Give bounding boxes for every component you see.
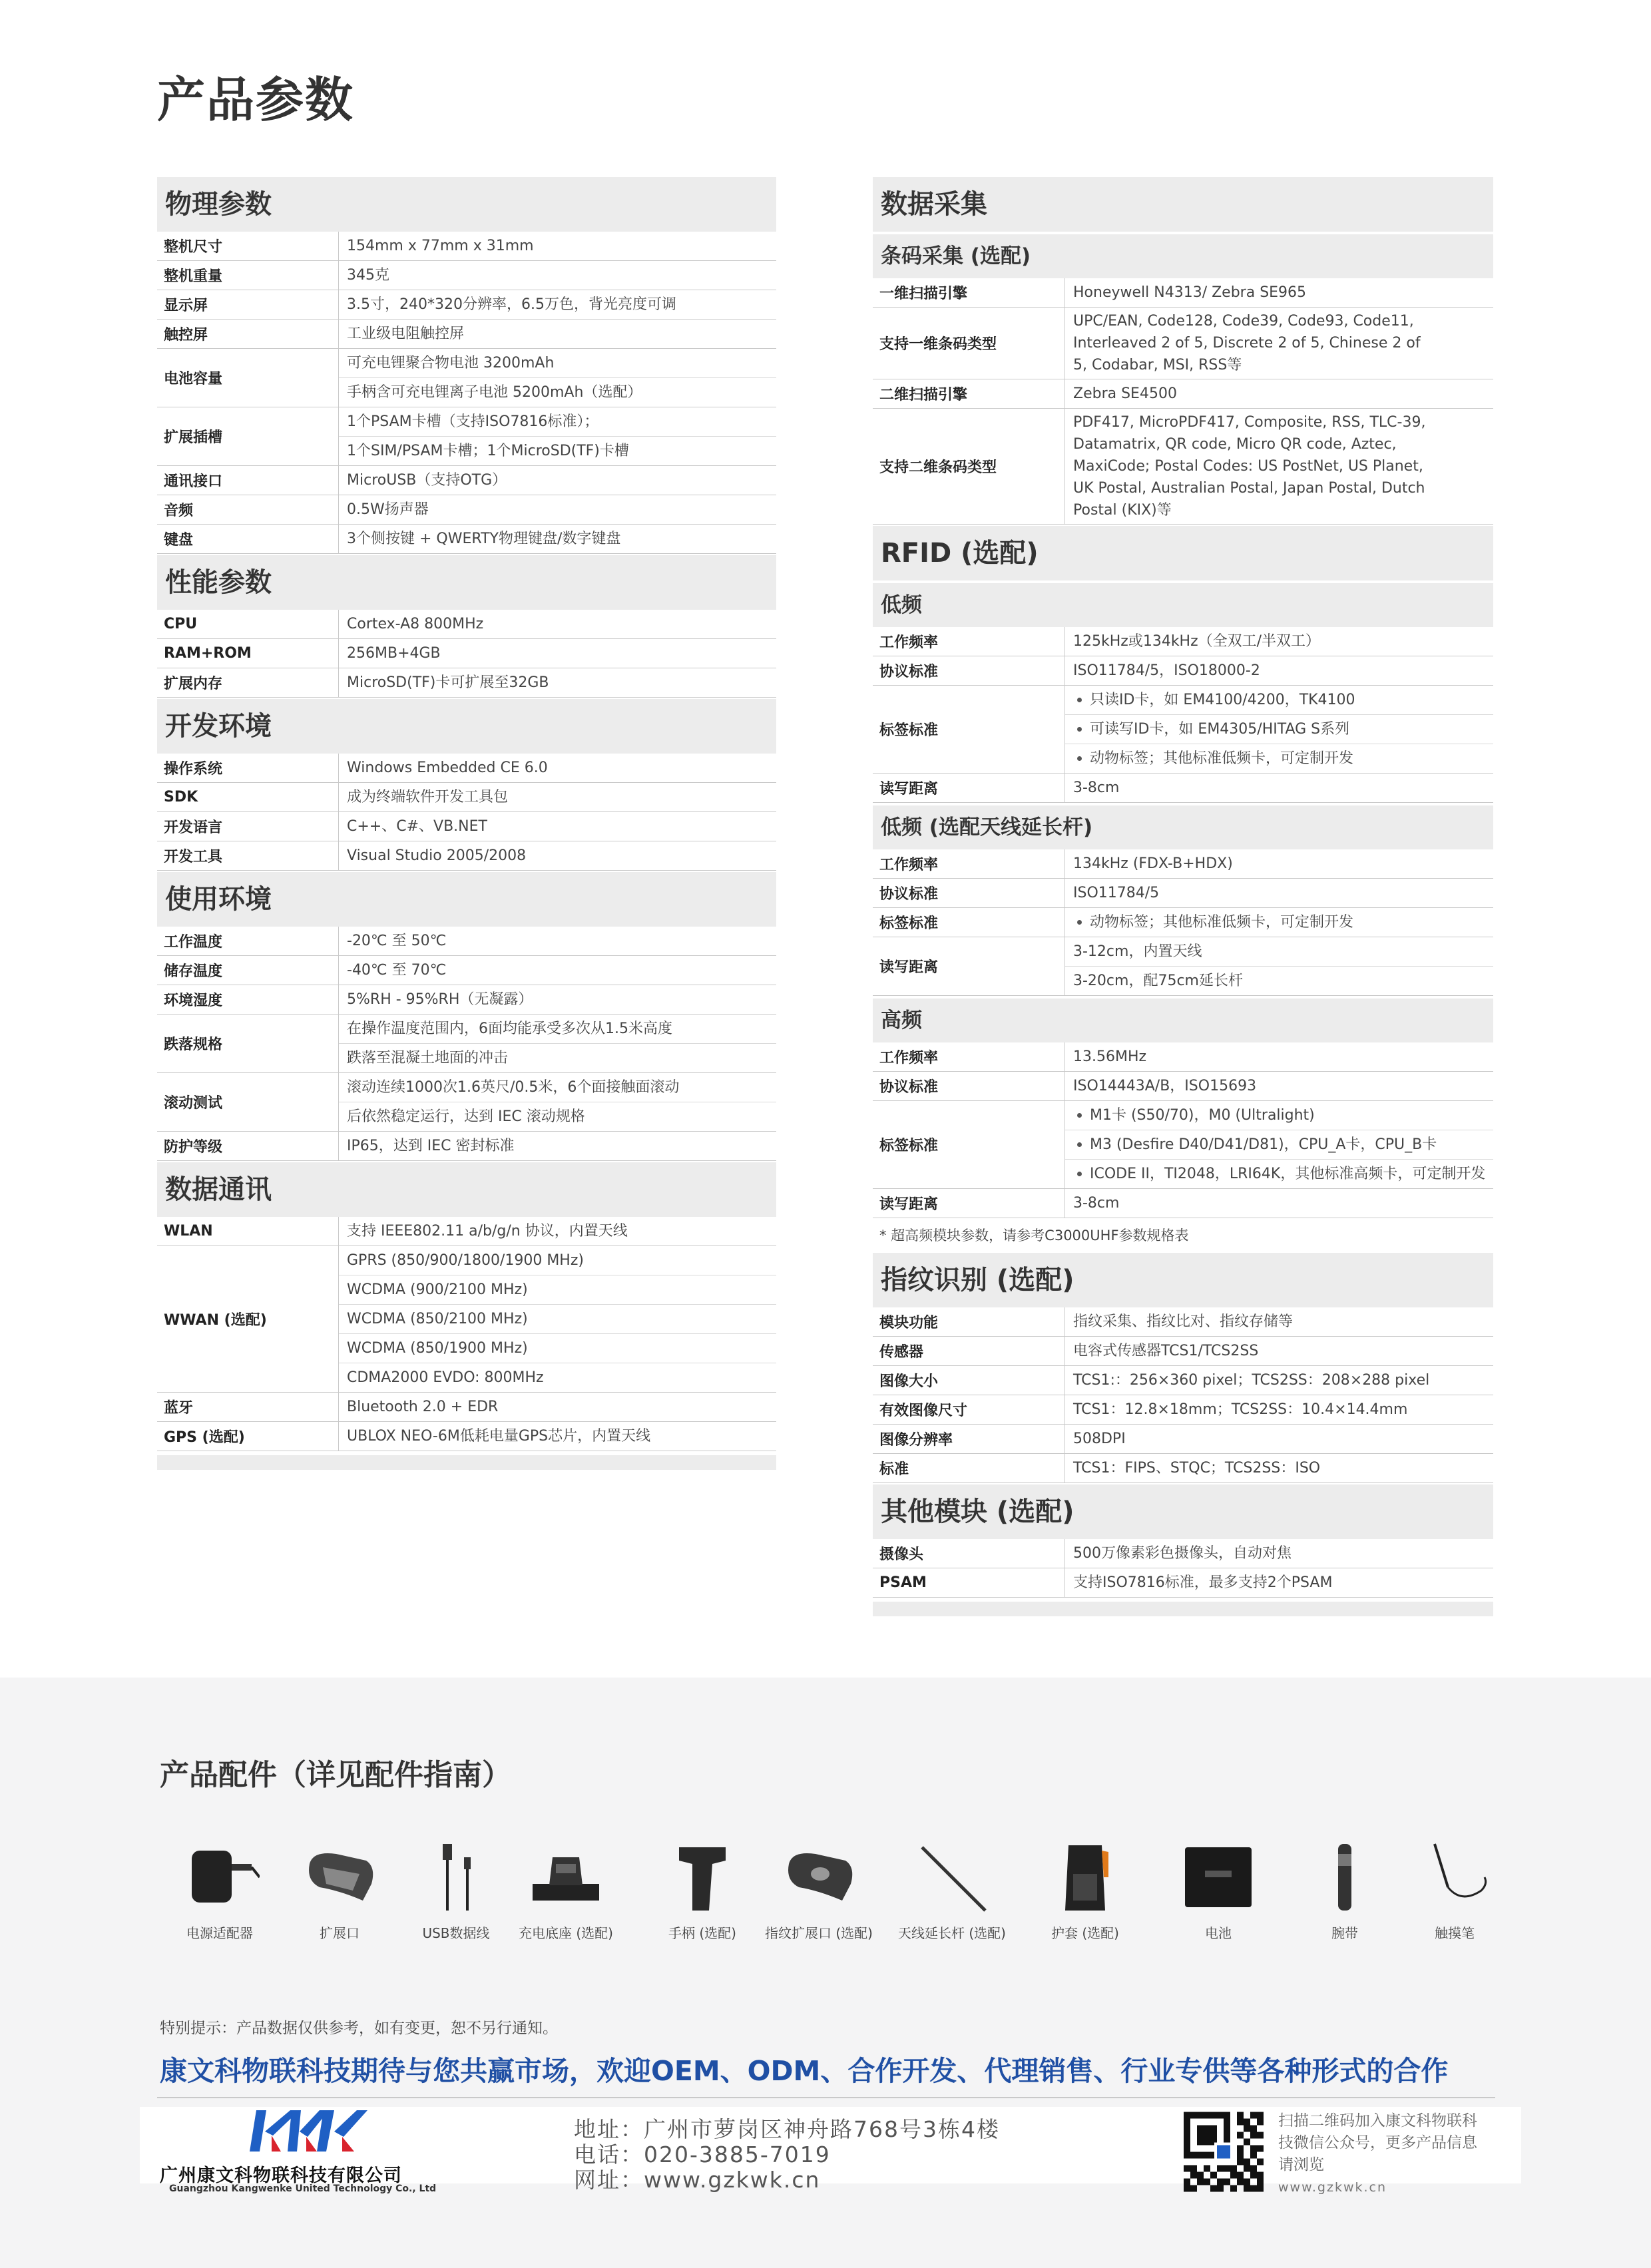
spec-values [1065,1072,1493,1100]
accessory-item[interactable] [1019,1837,1152,1942]
spec-value: Visual Studio 2005/2008 [347,847,527,864]
spec-values [339,495,776,524]
spec-values [339,261,776,290]
spec-row [157,1132,776,1161]
accessory-item[interactable] [273,1837,406,1942]
bullet-text: M3 (Desfire D40/D41/D81)，CPU_A卡，CPU_B卡 [1090,1136,1437,1153]
spec-row [873,627,1493,656]
spec-row [157,1246,776,1393]
spec-values [339,1422,776,1451]
qr-caption: 扫描二维码加入康文科物联科技微信公众号，更多产品信息请浏览 [1278,2112,1477,2173]
spec-row [873,849,1493,879]
spec-values [1065,409,1493,524]
spec-value: -20℃ 至 50℃ [347,933,447,949]
spec-label: 标签标准 [873,1101,1065,1188]
spec-values [339,1246,776,1392]
section-title: 使用环境 [157,872,776,927]
slogan: 康文科物联科技期待与您共赢市场，欢迎OEM、ODM、合作开发、代理销售、行业专供等各种形式的合作 [160,2055,1449,2087]
spec-label: 标准 [873,1454,1065,1482]
spec-row [873,1395,1493,1425]
accessory-label: 护套 (选配) [1051,1925,1119,1941]
accessory-label: 触摸笔 [1435,1925,1475,1941]
accessory-label: 腕带 [1331,1925,1358,1941]
spec-value: GPRS (850/900/1800/1900 MHz) [339,1246,776,1275]
company-name-en: Guangzhou Kangwenke United Technology Co., Ltd [169,2183,437,2194]
pistol-grip-icon [636,1837,769,1917]
accessory-label: 电源适配器 [186,1925,253,1941]
spec-label: 有效图像尺寸 [873,1395,1065,1424]
spec-values [339,783,776,811]
spec-row [157,290,776,320]
spec-row [157,754,776,783]
spec-label: 整机重量 [157,261,339,290]
left-spec-column [157,176,776,1470]
spec-values [1065,308,1493,379]
power-adapter-icon [153,1837,286,1917]
expansion-port-icon [273,1837,406,1917]
spec-value: 工业级电阻触控屏 [347,326,465,342]
spec-row [157,783,776,812]
spec-value: IP65，达到 IEC 密封标准 [347,1138,515,1154]
spec-values [1065,1539,1493,1568]
bullet-item [1065,908,1493,937]
spec-label: 协议标准 [873,879,1065,907]
spec-value: 跌落至混凝土地面的冲击 [347,1050,509,1066]
spec-label: 开发语言 [157,812,339,841]
spec-label: 触控屏 [157,320,339,348]
spec-row [873,1101,1493,1189]
spec-values [1065,937,1493,995]
spec-values [339,927,776,955]
accessory-item[interactable] [636,1837,769,1942]
spec-values [1065,774,1493,802]
spec-value: ISO14443A/B，ISO15693 [1073,1078,1257,1094]
spec-label: 协议标准 [873,1072,1065,1100]
spec-row [157,841,776,871]
subsection-title: 低频 [873,583,1493,627]
spec-value: 3-8cm [1073,1195,1120,1212]
bullet-icon [1077,920,1082,925]
spec-value: Honeywell N4313/ Zebra SE965 [1073,284,1307,301]
accessory-item[interactable] [153,1837,286,1942]
spec-values [339,407,776,465]
spec-values [1065,1395,1493,1424]
spec-row [157,232,776,261]
spec-label: 开发工具 [157,841,339,870]
spec-row [873,1366,1493,1395]
spec-label: 工作频率 [873,627,1065,656]
spec-row [873,937,1493,996]
fingerprint-port-icon [752,1837,885,1917]
spec-value: TCS1：12.8×18mm；TCS2SS：10.4×14.4mm [1073,1401,1408,1418]
spec-values [1065,278,1493,307]
spec-label: 防护等级 [157,1132,339,1160]
spec-value: C++、C#、VB.NET [347,818,487,835]
spec-value: 154mm x 77mm x 31mm [347,238,534,254]
spec-values [1065,627,1493,656]
accessory-item[interactable] [752,1837,885,1942]
spec-values [339,754,776,782]
spec-value: 后依然稳定运行，达到 IEC 滚动规格 [347,1108,585,1125]
spec-values [1065,1366,1493,1395]
spec-values [339,349,776,407]
qr-code-icon [1184,2110,1264,2193]
spec-value: -40℃ 至 70℃ [347,962,447,979]
spec-values [1065,686,1493,773]
phone: 电话：020-3885-7019 [574,2142,831,2167]
spec-value: Cortex-A8 800MHz [347,616,484,632]
subsection-title: 低频 (选配天线延长杆) [873,805,1493,849]
spec-row [873,1568,1493,1598]
spec-values [339,985,776,1014]
spec-value: 0.5W扬声器 [347,501,429,518]
spec-label: 通讯接口 [157,466,339,495]
bullet-icon [1077,698,1082,702]
holster-icon [1019,1837,1152,1917]
spec-row [157,812,776,841]
subsection-title: 高频 [873,999,1493,1042]
spec-label: 标签标准 [873,686,1065,773]
spec-value: Bluetooth 2.0 + EDR [347,1399,499,1415]
spec-row [157,407,776,466]
bullet-icon [1077,756,1082,761]
spec-row [157,1393,776,1422]
spec-value: TCS1：FIPS、STQC；TCS2SS：ISO [1073,1460,1321,1476]
spec-row [873,1337,1493,1366]
accessory-item[interactable] [499,1837,632,1942]
spec-values [339,956,776,985]
spec-label: 整机尺寸 [157,232,339,260]
spec-label: 读写距离 [873,1189,1065,1218]
spec-values [339,841,776,870]
spec-label: 键盘 [157,525,339,553]
spec-row [873,1539,1493,1568]
section-title: 指纹识别 (选配) [873,1253,1493,1307]
spec-values [339,525,776,553]
spec-value: 125kHz或134kHz（全双工/半双工） [1073,633,1321,650]
spec-value: 3-12cm，内置天线 [1065,937,1493,967]
spec-label: 模块功能 [873,1307,1065,1336]
accessory-item[interactable] [1152,1837,1285,1942]
spec-values [1065,1568,1493,1597]
spec-row [157,261,776,290]
spec-label: 读写距离 [873,937,1065,995]
spec-value: 成为终端软件开发工具包 [347,789,509,805]
section-title: 开发环境 [157,699,776,754]
accessory-label: USB数据线 [422,1925,490,1941]
spec-row [157,320,776,349]
accessory-item[interactable] [885,1837,1019,1942]
section-title: 数据通讯 [157,1162,776,1217]
accessories-title: 产品配件（详见配件指南） [160,1758,511,1792]
spec-value: ISO11784/5 [1073,885,1160,901]
spec-label: 读写距离 [873,774,1065,802]
spec-label: 二维扫描引擎 [873,379,1065,408]
company-logo [160,2105,453,2198]
spec-label: 标签标准 [873,908,1065,937]
spec-value: 指纹采集、指纹比对、指纹存储等 [1073,1313,1294,1330]
spec-value: 1个PSAM卡槽（支持ISO7816标准）； [339,407,776,437]
spec-value: 508DPI [1073,1431,1126,1447]
spec-label: 音频 [157,495,339,524]
spec-row [873,379,1493,409]
spec-values [1065,879,1493,907]
spec-values [339,610,776,638]
spec-row [157,1217,776,1246]
spec-label: 工作频率 [873,849,1065,878]
spec-values [1065,1337,1493,1365]
spec-label: 跌落规格 [157,1015,339,1072]
spec-label: 扩展插槽 [157,407,339,465]
charging-cradle-icon [499,1837,632,1917]
bullet-text: M1卡 (S50/70)，M0 (Ultralight) [1090,1107,1315,1124]
accessories-list [153,1837,1498,1957]
bullet-text: 可读写ID卡，如 EM4305/HITAG S系列 [1090,721,1350,738]
spec-value: 5%RH - 95%RH（无凝露） [347,991,533,1008]
spec-values [1065,1454,1493,1482]
bullet-icon [1077,727,1082,732]
spec-values [1065,908,1493,937]
website[interactable]: 网址：www.gzkwk.cn [574,2167,821,2193]
accessory-label: 扩展口 [320,1925,359,1941]
bullet-item [1065,686,1493,715]
spec-label: WWAN (选配) [157,1246,339,1392]
spec-label: GPS (选配) [157,1422,339,1451]
spec-values [1065,1189,1493,1218]
spec-values [339,1015,776,1072]
spec-row [873,879,1493,908]
antenna-rod-icon [885,1837,1019,1917]
spec-row [873,1189,1493,1218]
bullet-item [1065,1101,1493,1130]
address: 地址：广州市萝岗区神舟路768号3栋4楼 [574,2116,1000,2142]
spec-row [873,774,1493,803]
spec-values [339,1217,776,1246]
spec-value: WCDMA (900/2100 MHz) [339,1275,776,1305]
bullet-item [1065,1160,1493,1188]
spec-label: 显示屏 [157,290,339,319]
spec-row [157,495,776,525]
spec-label: 操作系统 [157,754,339,782]
spec-label: 协议标准 [873,656,1065,685]
spec-value: 3.5寸，240*320分辨率，6.5万色，背光亮度可调 [347,296,676,313]
spec-row [157,1015,776,1073]
accessory-label: 指纹扩展口 (选配) [765,1925,873,1941]
spec-values [1065,1101,1493,1188]
uhf-note: * 超高频模块参数，请参考C3000UHF参数规格表 [879,1228,1189,1244]
spec-value: 345克 [347,267,389,284]
spec-values [339,1132,776,1160]
section-title: 数据采集 [873,177,1493,232]
spec-row [873,1307,1493,1337]
spec-values [1065,1042,1493,1071]
bullet-icon [1077,1142,1082,1147]
section-title: RFID (选配) [873,526,1493,580]
spec-value: Zebra SE4500 [1073,385,1177,402]
spec-value: 256MB+4GB [347,645,441,662]
spec-values [339,812,776,841]
spec-value: Windows Embedded CE 6.0 [347,760,548,776]
spec-value: 支持ISO7816标准，最多支持2个PSAM [1073,1574,1333,1591]
bullet-text: 动物标签；其他标准低频卡，可定制开发 [1090,914,1354,931]
spec-row [157,927,776,956]
spec-label: 滚动测试 [157,1073,339,1131]
spec-row [873,1454,1493,1483]
spec-row [157,1422,776,1451]
accessory-item[interactable] [1388,1837,1521,1942]
accessory-label: 电池 [1205,1925,1232,1941]
contact-info [574,2117,1000,2193]
spec-value: WCDMA (850/1900 MHz) [339,1334,776,1363]
qr-url[interactable]: www.gzkwk.cn [1278,2180,1387,2195]
spec-value: 134kHz (FDX-B+HDX) [1073,855,1233,872]
spec-value: 支持 IEEE802.11 a/b/g/n 协议，内置天线 [347,1223,628,1240]
bullet-item [1065,1130,1493,1160]
spec-values [339,466,776,495]
spec-values [339,639,776,668]
subsection-title: 条码采集 (选配) [873,234,1493,278]
section-footer-bar [157,1455,776,1470]
spec-label: SDK [157,783,339,811]
spec-label: 图像大小 [873,1366,1065,1395]
bullet-text: 动物标签；其他标准低频卡，可定制开发 [1090,750,1354,767]
bullet-icon [1077,1172,1082,1176]
spec-row [873,308,1493,379]
spec-values [339,232,776,260]
spec-values [1065,849,1493,878]
spec-values [339,1393,776,1421]
spec-label: 摄像头 [873,1539,1065,1568]
kwk-logo-icon [160,2105,453,2165]
bullet-icon [1077,1113,1082,1118]
spec-value: WCDMA (850/2100 MHz) [339,1305,776,1334]
spec-row [157,956,776,985]
spec-value: TCS1:：256×360 pixel；TCS2SS：208×288 pixel [1073,1372,1430,1389]
disclaimer: 特别提示：产品数据仅供参考，如有变更，恕不另行通知。 [160,2020,558,2037]
spec-label: 工作频率 [873,1042,1065,1071]
spec-label: 支持二维条码类型 [873,409,1065,524]
spec-value: UBLOX NEO-6M低耗电量GPS芯片，内置天线 [347,1428,651,1445]
spec-label: 图像分辨率 [873,1425,1065,1453]
spec-label: WLAN [157,1217,339,1246]
spec-values [339,668,776,697]
spec-value: 500万像素彩色摄像头，自动对焦 [1073,1545,1292,1562]
spec-row [157,349,776,407]
spec-label: 传感器 [873,1337,1065,1365]
spec-label: CPU [157,610,339,638]
accessory-label: 天线延长杆 (选配) [898,1925,1006,1941]
spec-label: 一维扫描引擎 [873,278,1065,307]
spec-row [873,1425,1493,1454]
spec-label: 扩展内存 [157,668,339,697]
spec-label: 支持一维条码类型 [873,308,1065,379]
battery-icon [1152,1837,1285,1917]
spec-value: MicroSD(TF)卡可扩展至32GB [347,674,549,691]
spec-row [873,908,1493,937]
spec-values [339,320,776,348]
spec-value: 在操作温度范围内，6面均能承受多次从1.5米高度 [339,1015,776,1044]
spec-value: CDMA2000 EVDO: 800MHz [347,1369,544,1386]
spec-value: 3个侧按键 + QWERTY物理键盘/数字键盘 [347,531,621,547]
spec-row [157,668,776,698]
spec-value: MicroUSB（支持OTG） [347,472,507,489]
spec-value: 13.56MHz [1073,1048,1147,1065]
spec-row [873,656,1493,686]
spec-values [1065,1425,1493,1453]
section-footer-bar [873,1602,1493,1616]
bullet-text: ICODE II，TI2048，LRI64K，其他标准高频卡，可定制开发 [1090,1166,1486,1182]
spec-label: PSAM [873,1568,1065,1597]
accessory-label: 手柄 (选配) [668,1925,736,1941]
spec-value: 电容式传感器TCS1/TCS2SS [1073,1343,1259,1359]
spec-value: 手柄含可充电锂离子电池 5200mAh（选配） [347,384,642,401]
bullet-text: 只读ID卡，如 EM4100/4200，TK4100 [1090,692,1355,708]
spec-label: 蓝牙 [157,1393,339,1421]
spec-values [1065,1307,1493,1336]
spec-row [157,639,776,668]
spec-values [339,290,776,319]
spec-value: ISO11784/5，ISO18000-2 [1073,662,1260,679]
bullet-item [1065,715,1493,744]
right-spec-column [873,176,1493,1616]
divider [157,2097,1495,2098]
spec-row [873,686,1493,774]
spec-row [873,1042,1493,1072]
spec-value: 3-8cm [1073,780,1120,796]
bullet-item [1065,744,1493,773]
spec-row [157,1073,776,1132]
spec-values [339,1073,776,1131]
spec-row [873,409,1493,525]
spec-value: UPC/EAN, Code128, Code39, Code93, Code11, Interleaved 2 of 5, Discrete 2 of 5, Chinese 2 of 5, Codabar, MSI, RSS等 [1073,313,1421,373]
accessory-label: 充电底座 (选配) [519,1925,613,1941]
spec-row [873,1072,1493,1101]
spec-label: RAM+ROM [157,639,339,668]
spec-values [1065,656,1493,685]
spec-value: 滚动连续1000次1.6英尺/0.5米，6个面接触面滚动 [339,1073,776,1102]
spec-row [157,985,776,1015]
spec-label: 环境湿度 [157,985,339,1014]
spec-row [157,525,776,554]
company-name-cn: 广州康文科物联科技有限公司 [160,2165,402,2186]
spec-label: 电池容量 [157,349,339,407]
section-title: 其他模块 (选配) [873,1484,1493,1539]
spec-value: 1个SIM/PSAM卡槽；1个MicroSD(TF)卡槽 [347,443,629,459]
spec-row [157,466,776,495]
spec-row [873,278,1493,308]
spec-value: 3-20cm，配75cm延长杆 [1073,973,1243,989]
spec-label: 工作温度 [157,927,339,955]
section-title: 性能参数 [157,555,776,610]
spec-value: 可充电锂聚合物电池 3200mAh [339,349,776,378]
spec-values [1065,379,1493,408]
qr-code[interactable] [1184,2110,1264,2193]
stylus-icon [1388,1837,1521,1917]
page-title: 产品参数 [157,72,355,128]
spec-row [157,610,776,639]
spec-label: 储存温度 [157,956,339,985]
spec-value: PDF417, MicroPDF417, Composite, RSS, TLC-39, Datamatrix, QR code, Micro QR code, Aztec, MaxiCode; Postal Codes: US PostNet, US Planet, UK Postal, Australian Postal, Japan Postal, Dutch Postal (KIX)等 [1073,414,1426,519]
section-title: 物理参数 [157,177,776,232]
